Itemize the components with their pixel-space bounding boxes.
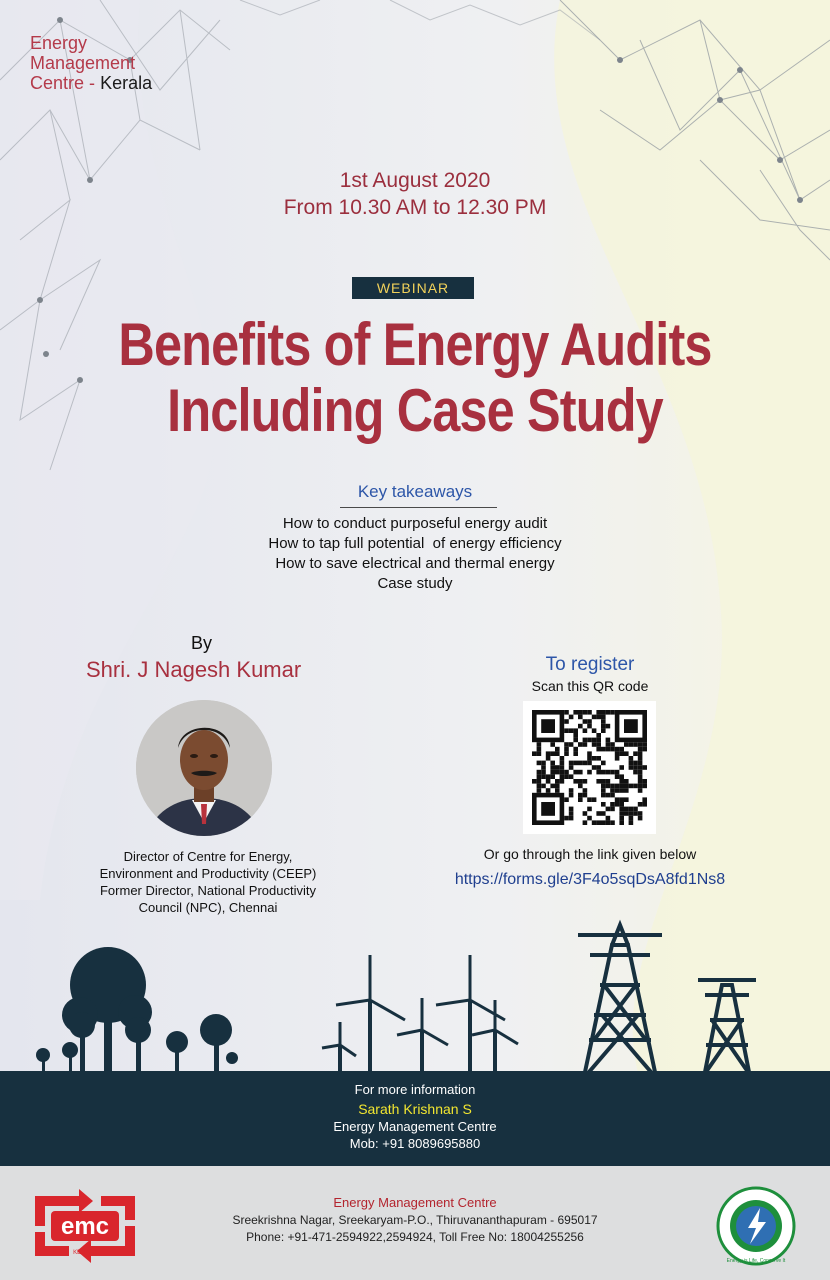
title-line-1: Benefits of Energy Audits	[118, 311, 712, 378]
contact-mobile: Mob: +91 8089695880	[349, 1136, 481, 1151]
org-line-1: Energy	[30, 33, 88, 53]
takeaway-item: How to conduct purposeful energy audit	[282, 515, 548, 532]
bio-line: Council (NPC), Chennai	[138, 900, 278, 915]
register-heading: To register	[545, 654, 635, 675]
bee-logo-text: Energy is Life, Conserve It	[726, 1258, 786, 1264]
event-time: From 10.30 AM to 12.30 PM	[283, 196, 547, 219]
qr-code-icon	[523, 701, 656, 834]
bio-line: Director of Centre for Energy,	[123, 849, 293, 864]
contact-name: Sarath Krishnan S	[358, 1101, 472, 1117]
org-line-3	[30, 73, 152, 93]
org-region: Kerala	[100, 73, 153, 93]
key-takeaways-heading: Key takeaways	[357, 482, 473, 501]
title-line-2: Including Case Study	[167, 377, 663, 444]
emc-logo-text: emc	[60, 1213, 110, 1240]
footer-org: Energy Management Centre	[333, 1195, 497, 1210]
bee-logo-icon	[716, 1186, 796, 1266]
event-date: 1st August 2020	[339, 169, 491, 192]
emc-logo-sub: KERALA	[73, 1250, 97, 1256]
webinar-badge: WEBINAR	[352, 277, 474, 299]
footer-address: Sreekrishna Nagar, Sreekaryam-P.O., Thiruvananthapuram - 695017	[232, 1213, 598, 1227]
bio-line: Environment and Productivity (CEEP)	[99, 866, 317, 881]
org-dash: -	[89, 73, 96, 93]
poster-title	[66, 312, 763, 444]
org-line-2: Management	[30, 53, 136, 73]
bio-line: Former Director, National Productivity	[99, 883, 316, 898]
event-datetime	[0, 167, 830, 221]
by-label: By	[191, 633, 213, 653]
speaker-name: Shri. J Nagesh Kumar	[86, 657, 302, 682]
footer-phone: Phone: +91-471-2594922,2594924, Toll Free No: 18004255256	[246, 1230, 584, 1244]
scan-qr-label: Scan this QR code	[531, 678, 649, 694]
organization-name	[30, 33, 152, 93]
speaker-bio	[70, 848, 346, 916]
org-centre: Centre	[30, 73, 85, 93]
key-takeaways-list	[0, 514, 830, 594]
takeaway-item: How to tap full potential of energy efficiency	[268, 535, 562, 552]
link-instruction: Or go through the link given below	[483, 846, 697, 862]
speaker-portrait	[136, 700, 272, 836]
takeaway-item: Case study	[377, 575, 453, 592]
contact-org: Energy Management Centre	[333, 1119, 497, 1134]
emc-logo-icon	[31, 1186, 139, 1266]
takeaway-item: How to save electrical and thermal energy	[275, 555, 555, 572]
registration-link[interactable]: https://forms.gle/3F4o5sqDsA8fd1Ns8	[454, 871, 726, 888]
contact-label: For more information	[354, 1082, 476, 1097]
key-takeaways-divider	[340, 507, 497, 508]
speaker-photo	[136, 700, 272, 836]
registration-qr-code[interactable]	[523, 701, 656, 834]
